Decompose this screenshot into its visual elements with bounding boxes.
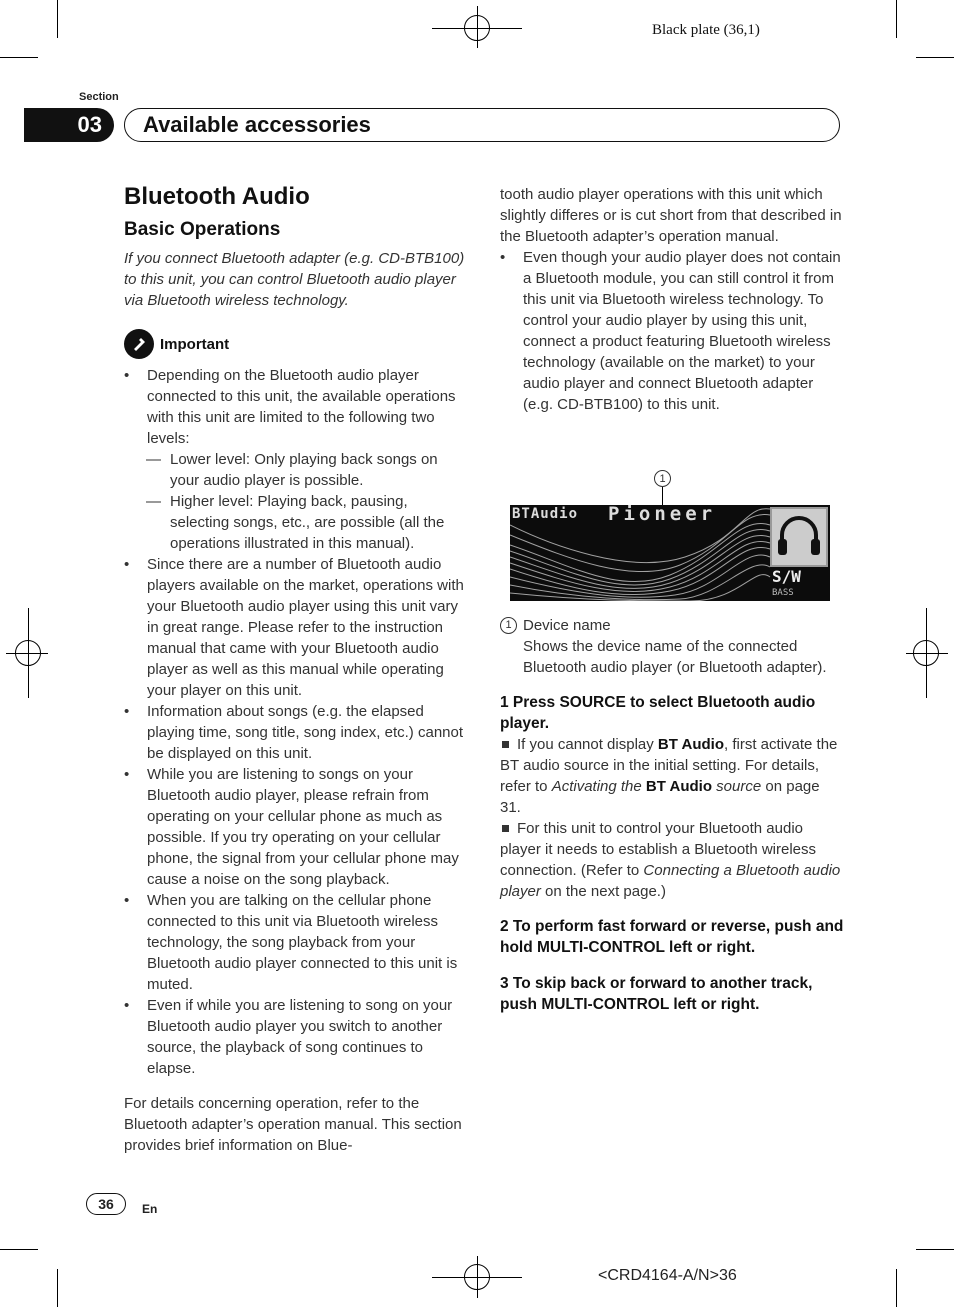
important-icon	[124, 329, 154, 359]
crop-mark	[0, 1249, 38, 1250]
crop-mark	[916, 57, 954, 58]
right-column-top	[500, 184, 842, 415]
display-brand-text: Pioneer	[608, 505, 717, 525]
step-3: 3 To skip back or forward to another track, push MULTI-CONTROL left or right.	[500, 975, 813, 1013]
crop-mark	[896, 0, 897, 38]
sub-list-item: — Higher level: Playing back, pausing, selecting songs, etc., are possible (all the operations illustrated in this manual).	[146, 493, 445, 552]
callout-legend	[500, 615, 844, 678]
left-column	[124, 182, 466, 1156]
continued-text: tooth audio player operations with this unit which slightly differes or is cut short from that described in the Bluetooth adapter’s operation manual.	[500, 186, 842, 245]
note-2: For this unit to control your Bluetooth audio player it needs to establish a Bluetooth wireless connection. (Refer to Connecting a Bluetooth audio player on the next page.)	[500, 820, 841, 900]
display-sw-text: S/W	[772, 567, 801, 586]
list-item: • Depending on the Bluetooth audio player connected to this unit, the available operations with this unit are limited to the following two levels:	[124, 367, 456, 447]
subtitle: Basic Operations	[124, 219, 281, 240]
section-label: Section	[79, 91, 119, 103]
device-description: Shows the device name of the connected Bluetooth audio player (or Bluetooth adapter).	[523, 638, 827, 676]
square-bullet-icon	[502, 825, 509, 832]
note-1: If you cannot display BT Audio, first activate the BT audio source in the initial setting. For details, refer to Activating the BT Audio source on page 31.	[500, 736, 838, 816]
device-label: Device name	[523, 617, 611, 634]
registration-mark	[464, 15, 490, 41]
list-item: • Information about songs (e.g. the elapsed playing time, song title, song index, etc.) cannot be displayed on this unit.	[124, 703, 464, 762]
plate-label: Black plate (36,1)	[652, 22, 760, 38]
step-1: 1 Press SOURCE to select Bluetooth audio player.	[500, 694, 816, 732]
display-bass-text: BASS	[772, 588, 794, 598]
square-bullet-icon	[502, 741, 509, 748]
right-column-bottom	[500, 615, 844, 1015]
registration-mark	[913, 640, 939, 666]
step-2: 2 To perform fast forward or reverse, push and hold MULTI-CONTROL left or right.	[500, 918, 844, 956]
section-number: 03	[24, 108, 114, 142]
callout-leader	[662, 487, 663, 505]
page-number: 36	[86, 1193, 126, 1215]
language-label: En	[142, 1202, 158, 1216]
headphones-icon	[770, 507, 828, 567]
display-source-text: BTAudio	[512, 506, 579, 522]
document-code: <CRD4164-A/N>36	[598, 1267, 737, 1284]
important-label: Important	[160, 335, 230, 353]
callout-marker: 1	[654, 470, 671, 487]
list-item: • When you are talking on the cellular phone connected to this unit via Bluetooth wireless technology, the song playback from your Bluetooth audio player connected to this unit is muted.	[124, 892, 458, 993]
crop-mark	[57, 0, 58, 38]
details-text: For details concerning operation, refer to the Bluetooth adapter’s operation manual. This section provides brief information on Blue-	[124, 1095, 462, 1154]
crop-mark	[916, 1249, 954, 1250]
page-title: Bluetooth Audio	[124, 183, 310, 210]
crop-mark	[0, 57, 38, 58]
callout-marker: 1	[500, 617, 517, 634]
list-item: • While you are listening to songs on your Bluetooth audio player, please refrain from operating on your cellular phone as much as possible. If you try operating on your cellular phone, the signal from your cellular phone may cause a noise on the song playback.	[124, 766, 459, 888]
registration-mark	[15, 640, 41, 666]
list-item: • Even if while you are listening to song on your Bluetooth audio player you switch to another source, the playback of song continues to elapse.	[124, 997, 453, 1077]
important-heading	[124, 329, 466, 359]
list-item: • Since there are a number of Bluetooth audio players available on the market, operations with your Bluetooth audio player using this unit vary in great range. Please refer to the instruction manual that came with your Bluetooth audio player as well as this manual while operating your player on this unit.	[124, 556, 464, 699]
intro-text: If you connect Bluetooth adapter (e.g. CD-BTB100) to this unit, you can control Bluetooth audio player via Bluetooth wireless technology.	[124, 250, 465, 309]
crop-mark	[57, 1269, 58, 1307]
sub-list-item: — Lower level: Only playing back songs on your audio player is possible.	[146, 451, 438, 489]
display-illustration	[510, 505, 830, 601]
registration-mark	[464, 1264, 490, 1290]
list-item: • Even though your audio player does not contain a Bluetooth module, you can still control it from this unit via Bluetooth wireless technology. To control your audio player by using this unit, connect a product featuring Bluetooth wireless technology (available on the market) to your audio player and connect Bluetooth adapter (e.g. CD-BTB100) to this unit.	[500, 249, 841, 413]
section-title: Available accessories	[124, 108, 840, 142]
crop-mark	[896, 1269, 897, 1307]
